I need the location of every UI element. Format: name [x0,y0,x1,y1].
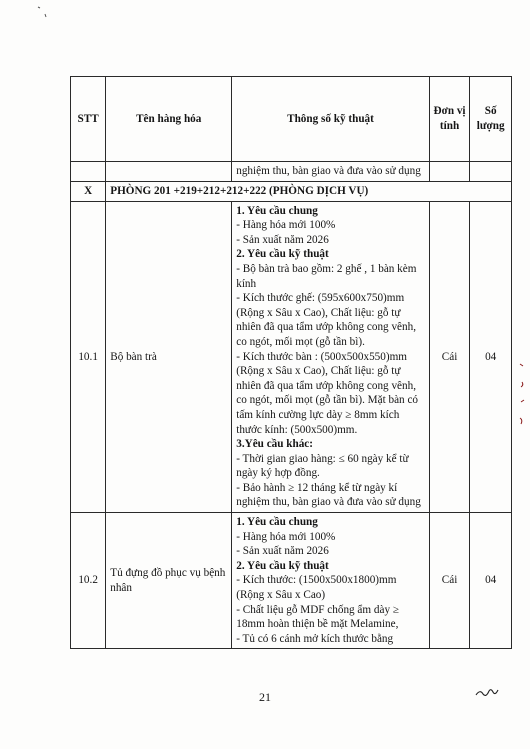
item-qty: 04 [470,201,512,512]
spec-heading: 2. Yêu cầu kỹ thuật [236,248,329,261]
carry-over-spec: nghiệm thu, bàn giao và đưa vào sử dụng [232,162,430,182]
spec-line: - Chất liệu gỗ MDF chống ẩm dày ≥ 18mm hoàn thiện bề mặt Melamine, [236,603,399,631]
spec-line: - Sản xuất năm 2026 [236,233,329,246]
scan-speck-mark [30,4,54,20]
spec-line: - Kích thước bàn : (500x500x550)mm (Rộng x Sâu x Cao), Chất liệu: gỗ tự nhiên đã qua tẩm ướp không cong vênh, co ngót, mối mọt (gỗ tần bì). Mặt bàn có tấm kính cường lực dày ≥ 8mm kích thước kính: (500x500)mm. [236,350,418,436]
spec-line: - Bộ bàn trà bao gồm: 2 ghế , 1 bàn kèm kính [236,262,417,290]
carry-over-stt [71,162,106,182]
item-spec [232,513,430,649]
carry-over-qty [470,162,512,182]
header-name: Tên hàng hóa [106,77,232,162]
header-unit: Đơn vị tính [429,77,470,162]
spec-line: - Sản xuất năm 2026 [236,545,329,558]
spec-line: - Bảo hành ≥ 12 tháng kể từ ngày kí nghiệm thu, bàn giao và đưa vào sử dụng [236,481,421,509]
spec-line: - Hàng hóa mới 100% [236,219,336,232]
specification-table [70,76,512,649]
spec-heading: 1. Yêu cầu chung [236,516,318,529]
table-row [71,513,512,649]
carry-over-unit [429,162,470,182]
spec-line: - Thời gian giao hàng: ≤ 60 ngày kể từ ngày ký hợp đồng. [236,452,409,480]
page-number: 21 [259,690,271,704]
spec-line: - Tủ có 6 cánh mở kích thước bằng [236,632,394,645]
spec-heading: 1. Yêu cầu chung [236,204,318,217]
item-name: Tủ đựng đồ phục vụ bệnh nhân [106,513,232,649]
section-index: X [71,181,106,201]
item-name: Bộ bàn trà [106,201,232,512]
spec-heading: 3.Yêu cầu khác: [236,438,313,451]
spec-heading: 2. Yêu cầu kỹ thuật [236,559,329,572]
item-stt: 10.1 [71,201,106,512]
header-qty: Số lượng [470,77,512,162]
margin-pen-mark [516,360,528,432]
spec-line: - Kích thước: (1500x500x1800)mm (Rộng x Sâu x Cao) [236,574,397,602]
section-row [71,181,512,201]
spec-line: - Kích thước ghế: (595x600x750)mm (Rộng x Sâu x Cao), Chất liệu: gỗ tự nhiên đã qua tẩm ướp không cong vênh, co ngót, mối mọt (gỗ tần bì). [236,292,416,348]
carry-over-row [71,162,512,182]
item-stt: 10.2 [71,513,106,649]
header-stt: STT [71,77,106,162]
section-title: PHÒNG 201 +219+212+212+222 (PHÒNG DỊCH VỤ) [106,181,512,201]
header-spec: Thông số kỹ thuật [232,77,430,162]
spec-line: - Hàng hóa mới 100% [236,530,336,543]
item-unit: Cái [429,201,470,512]
item-spec [232,201,430,512]
item-unit: Cái [429,513,470,649]
carry-over-name [106,162,232,182]
item-qty: 04 [470,513,512,649]
initials-signature-mark [474,686,500,700]
table-row [71,201,512,512]
table-header-row [71,77,512,162]
